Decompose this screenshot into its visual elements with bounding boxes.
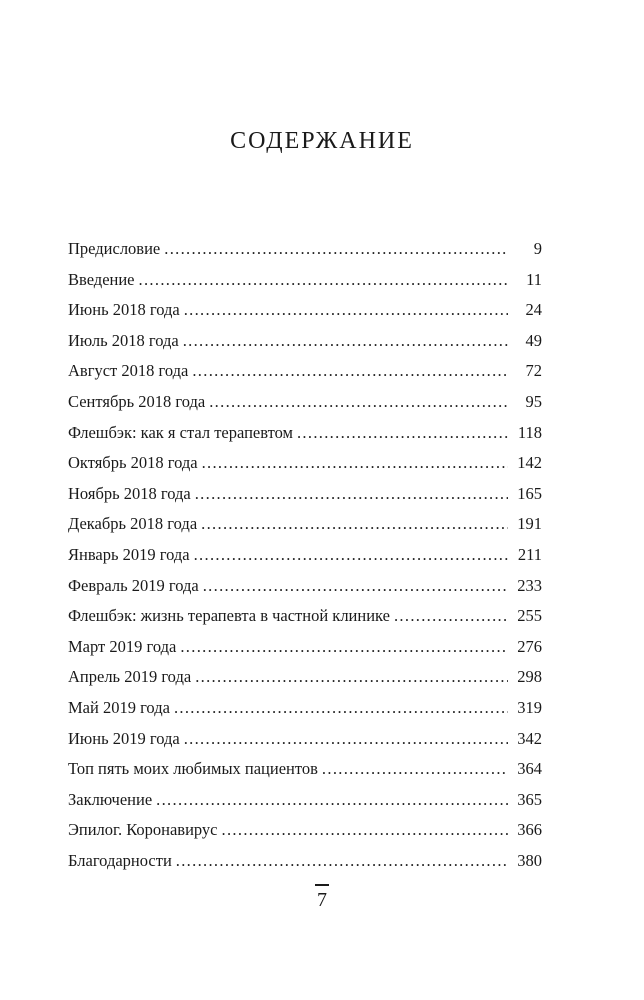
dot-leader <box>176 846 508 877</box>
toc-entry-title: Октябрь 2018 года <box>68 453 198 473</box>
toc-entry-page: 24 <box>525 300 542 320</box>
toc-entry <box>68 815 542 846</box>
toc-entry-title: Июль 2018 года <box>68 330 179 350</box>
toc-entry <box>68 846 542 877</box>
toc-entry <box>68 509 542 540</box>
toc-entry <box>68 571 542 602</box>
dot-leader <box>195 479 508 510</box>
toc-entry <box>68 601 542 632</box>
page-number: 7 <box>317 888 327 911</box>
toc-entry <box>68 540 542 571</box>
dot-leader <box>183 326 508 357</box>
toc-entry <box>68 265 542 296</box>
toc-entry-page: 165 <box>517 483 542 503</box>
dot-leader <box>180 632 508 663</box>
dot-leader <box>174 693 508 724</box>
toc-entry <box>68 418 542 449</box>
toc-entry-page: 276 <box>517 636 542 656</box>
toc-entry-title: Сентябрь 2018 года <box>68 391 206 411</box>
page-number-rule <box>315 884 329 886</box>
toc-entry <box>68 693 542 724</box>
dot-leader <box>139 265 508 296</box>
toc-entry-page: 142 <box>517 453 542 473</box>
toc-entry <box>68 295 542 326</box>
toc-entry-page: 364 <box>517 759 542 779</box>
toc-entry-page: 255 <box>517 606 542 626</box>
toc-entry-title: Флешбэк: жизнь терапевта в частной клинике <box>68 606 390 626</box>
toc-entry <box>68 724 542 755</box>
toc-entry-title: Июнь 2018 года <box>68 300 180 320</box>
dot-leader <box>222 815 508 846</box>
toc-entry-page: 380 <box>517 850 542 870</box>
dot-leader <box>201 509 508 540</box>
toc-entry-title: Май 2019 года <box>68 697 170 717</box>
toc-entry-page: 95 <box>525 391 542 411</box>
toc-entry-page: 9 <box>533 239 542 258</box>
toc-entry-page: 191 <box>517 514 542 534</box>
toc-entry-title: Введение <box>68 269 135 289</box>
toc-entry <box>68 632 542 663</box>
dot-leader <box>203 571 508 602</box>
toc-entry-page: 49 <box>525 330 542 350</box>
toc-entry-page: 211 <box>517 544 542 564</box>
table-of-contents <box>68 234 542 876</box>
dot-leader <box>184 295 508 326</box>
toc-entry <box>68 326 542 357</box>
dot-leader <box>209 387 508 418</box>
toc-entry-title: Апрель 2019 года <box>68 667 192 687</box>
page-footer <box>0 884 644 912</box>
toc-entry-title: Заключение <box>68 789 153 809</box>
toc-entry-page: 342 <box>517 728 542 748</box>
toc-entry <box>68 387 542 418</box>
dot-leader <box>192 356 508 387</box>
toc-entry <box>68 448 542 479</box>
toc-entry-page: 72 <box>525 361 542 381</box>
toc-entry-title: Предисловие <box>68 239 161 258</box>
toc-entry-title: Август 2018 года <box>68 361 189 381</box>
dot-leader <box>194 540 508 571</box>
toc-entry-page: 118 <box>517 422 542 442</box>
dot-leader <box>202 448 508 479</box>
toc-entry <box>68 234 542 265</box>
toc-entry-page: 365 <box>517 789 542 809</box>
dot-leader <box>156 785 508 816</box>
toc-entry-page: 233 <box>517 575 542 595</box>
toc-entry-title: Ноябрь 2018 года <box>68 483 191 503</box>
toc-entry-page: 298 <box>517 667 542 687</box>
toc-entry-title: Февраль 2019 года <box>68 575 199 595</box>
toc-entry-title: Март 2019 года <box>68 636 177 656</box>
toc-entry <box>68 754 542 785</box>
toc-entry-title: Июнь 2019 года <box>68 728 180 748</box>
toc-entry-title: Топ пять моих любимых пациентов <box>68 759 318 779</box>
toc-entry <box>68 785 542 816</box>
page-title: СОДЕРЖАНИЕ <box>230 128 414 155</box>
dot-leader <box>184 724 508 755</box>
toc-entry-page: 11 <box>526 269 542 289</box>
dot-leader <box>322 754 508 785</box>
toc-entry-title: Эпилог. Коронавирус <box>68 820 218 840</box>
dot-leader <box>394 601 508 632</box>
dot-leader <box>164 234 508 265</box>
toc-entry-title: Флешбэк: как я стал терапевтом <box>68 422 293 442</box>
toc-entry-page: 366 <box>517 820 542 840</box>
toc-entry-page: 319 <box>517 697 542 717</box>
toc-entry-title: Январь 2019 года <box>68 544 190 564</box>
dot-leader <box>297 418 508 449</box>
toc-entry <box>68 479 542 510</box>
toc-entry-title: Декабрь 2018 года <box>68 514 198 534</box>
dot-leader <box>195 662 508 693</box>
toc-entry-title: Благодарности <box>68 850 172 870</box>
toc-entry <box>68 356 542 387</box>
toc-entry <box>68 662 542 693</box>
